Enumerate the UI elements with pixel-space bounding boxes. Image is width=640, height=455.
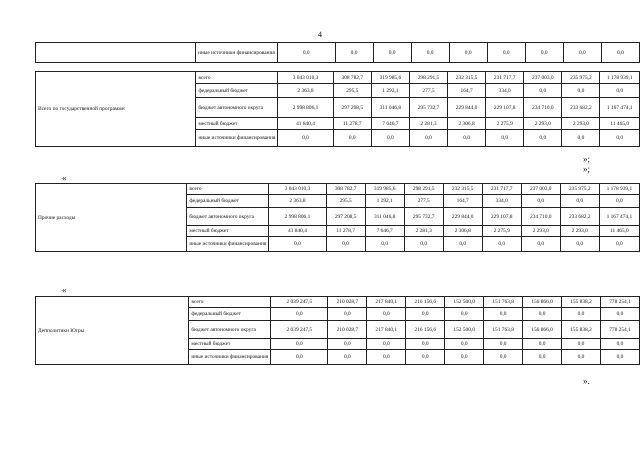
value-cell: 0,0 — [271, 339, 328, 350]
value-cell: 319 985,6 — [365, 184, 404, 195]
value-cell: 295,5 — [326, 195, 365, 208]
row-label: местный бюджет — [187, 226, 269, 237]
value-cell: 11 465,0 — [599, 226, 639, 237]
value-cell: 0,0 — [448, 130, 486, 147]
row-label: всего — [196, 72, 278, 84]
row-label: иные источники финансирования — [189, 350, 271, 365]
value-cell: 234 710,0 — [524, 98, 562, 118]
value-cell: 0,0 — [482, 237, 521, 252]
section-name: Прочие расходы — [36, 184, 187, 252]
close-quote: ». — [583, 376, 590, 386]
row-label: иные источники финансирования — [196, 130, 278, 147]
row-label: всего — [187, 184, 269, 195]
value-cell: 2 998 806,1 — [278, 98, 333, 118]
value-cell: 1 178 939,1 — [600, 72, 640, 84]
value-cell: 41 840,4 — [278, 118, 333, 130]
value-cell: 0,0 — [600, 308, 639, 321]
value-cell: 2 998 806,1 — [269, 208, 326, 226]
value-cell: 229 107,8 — [482, 208, 521, 226]
value-cell: 0,0 — [445, 350, 484, 365]
section-name — [36, 43, 196, 63]
value-cell: 778 254,1 — [600, 297, 639, 308]
value-cell: 0,0 — [367, 339, 406, 350]
value-cell: 0,0 — [277, 43, 335, 63]
value-cell: 277,5 — [404, 195, 443, 208]
value-cell: 0,0 — [328, 308, 367, 321]
value-cell: 2 306,8 — [443, 226, 482, 237]
value-cell: 1 292,1 — [365, 195, 404, 208]
value-cell: 0,0 — [523, 339, 562, 350]
value-cell: 3 043 010,3 — [269, 184, 326, 195]
value-cell: 0,0 — [484, 339, 523, 350]
value-cell: 0,0 — [404, 237, 443, 252]
row-label: федеральный бюджет — [189, 308, 271, 321]
value-cell: 0,0 — [524, 84, 562, 98]
value-cell: 11 278,7 — [326, 226, 365, 237]
table-row — [36, 184, 640, 195]
value-cell: 235 975,2 — [562, 72, 600, 84]
value-cell: 0,0 — [562, 350, 601, 365]
value-cell: 2 039 247,5 — [271, 297, 328, 308]
row-label: федеральный бюджет — [196, 84, 278, 98]
value-cell: 2 293,0 — [524, 118, 562, 130]
value-cell: 234 710,0 — [521, 208, 560, 226]
value-cell: 152 500,0 — [445, 297, 484, 308]
row-label: местный бюджет — [196, 118, 278, 130]
value-cell: 298 291,5 — [404, 184, 443, 195]
value-cell: 0,0 — [599, 195, 639, 208]
value-cell: 0,0 — [523, 350, 562, 365]
budget-table — [35, 183, 640, 252]
value-cell: 0,0 — [560, 195, 599, 208]
value-cell: 308 782,7 — [326, 184, 365, 195]
value-cell: 1 292,1 — [371, 84, 409, 98]
value-cell: 2 293,0 — [562, 118, 600, 130]
value-cell: 11 465,0 — [600, 118, 640, 130]
value-cell: 156 866,0 — [523, 321, 562, 339]
value-cell: 297 208,5 — [333, 98, 371, 118]
value-cell: 0,0 — [562, 130, 600, 147]
row-label: местный бюджет — [189, 339, 271, 350]
row-label: бюджет автономного округа — [189, 321, 271, 339]
value-cell: 0,0 — [271, 350, 328, 365]
value-cell: 2 293,0 — [560, 226, 599, 237]
value-cell: 2 281,3 — [404, 226, 443, 237]
value-cell: 2 363,8 — [278, 84, 333, 98]
value-cell: 231 717,7 — [482, 184, 521, 195]
value-cell: 2 306,8 — [448, 118, 486, 130]
value-cell: 231 717,7 — [486, 72, 524, 84]
value-cell: 319 985,6 — [371, 72, 409, 84]
value-cell: 151 763,8 — [484, 321, 523, 339]
section-name: Всего по государственной программе: — [36, 72, 196, 147]
value-cell: 0,0 — [335, 43, 373, 63]
budget-table — [35, 71, 640, 147]
value-cell: 233 682,2 — [562, 98, 600, 118]
table-row — [36, 72, 640, 84]
value-cell: 778 254,1 — [600, 321, 639, 339]
value-cell: 0,0 — [443, 237, 482, 252]
value-cell: 0,0 — [445, 339, 484, 350]
value-cell: 1 178 939,1 — [599, 184, 639, 195]
value-cell: 334,0 — [482, 195, 521, 208]
value-cell: 0,0 — [599, 237, 639, 252]
value-cell: 155 838,2 — [562, 297, 601, 308]
value-cell: 298 291,5 — [409, 72, 447, 84]
value-cell: 0,0 — [269, 237, 326, 252]
value-cell: 311 046,8 — [365, 208, 404, 226]
value-cell: 0,0 — [521, 237, 560, 252]
value-cell: 0,0 — [278, 130, 333, 147]
table-row — [36, 43, 640, 63]
value-cell: 2 293,0 — [521, 226, 560, 237]
row-label: бюджет автономного округа — [187, 208, 269, 226]
value-cell: 0,0 — [365, 237, 404, 252]
value-cell: 237 003,0 — [524, 72, 562, 84]
value-cell: 0,0 — [367, 308, 406, 321]
value-cell: 0,0 — [562, 308, 601, 321]
value-cell: 210 028,7 — [328, 321, 367, 339]
value-cell: 334,0 — [486, 84, 524, 98]
page-number: 4 — [318, 30, 322, 39]
value-cell: 0,0 — [406, 308, 445, 321]
value-cell: 11 278,7 — [333, 118, 371, 130]
value-cell: 2 281,3 — [409, 118, 447, 130]
value-cell: 217 840,1 — [367, 321, 406, 339]
value-cell: 308 782,7 — [333, 72, 371, 84]
row-label: федеральный бюджет — [187, 195, 269, 208]
budget-table — [35, 296, 640, 365]
value-cell: 0,0 — [484, 350, 523, 365]
value-cell: 151 763,8 — [484, 297, 523, 308]
value-cell: 229 844,0 — [443, 208, 482, 226]
value-cell: 229 107,8 — [486, 98, 524, 118]
value-cell: 156 866,0 — [523, 297, 562, 308]
value-cell: 0,0 — [328, 339, 367, 350]
budget-table — [35, 42, 640, 63]
value-cell: 7 646,7 — [365, 226, 404, 237]
row-label: иные источники финансирования — [187, 237, 269, 252]
value-cell: 1 167 474,1 — [600, 98, 640, 118]
value-cell: 0,0 — [562, 84, 600, 98]
value-cell: 216 156,6 — [406, 297, 445, 308]
value-cell: 0,0 — [524, 130, 562, 147]
value-cell: 0,0 — [523, 308, 562, 321]
value-cell: 0,0 — [560, 237, 599, 252]
value-cell: 0,0 — [326, 237, 365, 252]
value-cell: 217 840,1 — [367, 297, 406, 308]
value-cell: 152 500,0 — [445, 321, 484, 339]
table-row — [36, 297, 640, 308]
value-cell: 2 039 247,5 — [271, 321, 328, 339]
value-cell: 297 208,5 — [326, 208, 365, 226]
value-cell: 0,0 — [600, 130, 640, 147]
row-label: всего — [189, 297, 271, 308]
section-name: Депполитики Югры — [36, 297, 189, 365]
value-cell: 233 682,2 — [560, 208, 599, 226]
value-cell: 164,7 — [443, 195, 482, 208]
value-cell: 0,0 — [371, 130, 409, 147]
value-cell: 0,0 — [521, 195, 560, 208]
value-cell: 295 732,7 — [409, 98, 447, 118]
value-cell: 0,0 — [373, 43, 411, 63]
value-cell: 0,0 — [600, 84, 640, 98]
value-cell: 0,0 — [449, 43, 487, 63]
value-cell: 0,0 — [562, 339, 601, 350]
value-cell: 3 043 010,3 — [278, 72, 333, 84]
value-cell: 0,0 — [486, 130, 524, 147]
value-cell: 0,0 — [409, 130, 447, 147]
value-cell: 0,0 — [563, 43, 601, 63]
value-cell: 0,0 — [271, 308, 328, 321]
value-cell: 1 167 474,1 — [599, 208, 639, 226]
value-cell: 0,0 — [406, 339, 445, 350]
value-cell: 311 046,8 — [371, 98, 409, 118]
value-cell: 232 315,5 — [448, 72, 486, 84]
open-quote: « — [62, 173, 67, 183]
value-cell: 237 003,0 — [521, 184, 560, 195]
value-cell: 0,0 — [411, 43, 449, 63]
open-quote: « — [62, 285, 67, 295]
value-cell: 0,0 — [601, 43, 639, 63]
close-quote: »; — [583, 154, 591, 164]
value-cell: 0,0 — [600, 350, 639, 365]
value-cell: 295,5 — [333, 84, 371, 98]
row-label: бюджет автономного округа — [196, 98, 278, 118]
value-cell: 164,7 — [448, 84, 486, 98]
value-cell: 0,0 — [600, 339, 639, 350]
value-cell: 235 975,2 — [560, 184, 599, 195]
value-cell: 0,0 — [367, 350, 406, 365]
value-cell: 216 156,6 — [406, 321, 445, 339]
value-cell: 295 732,7 — [404, 208, 443, 226]
value-cell: 7 646,7 — [371, 118, 409, 130]
value-cell: 0,0 — [525, 43, 563, 63]
value-cell: 0,0 — [487, 43, 525, 63]
value-cell: 0,0 — [406, 350, 445, 365]
value-cell: 0,0 — [333, 130, 371, 147]
value-cell: 2 275,9 — [486, 118, 524, 130]
value-cell: 2 275,9 — [482, 226, 521, 237]
value-cell: 277,5 — [409, 84, 447, 98]
value-cell: 2 363,8 — [269, 195, 326, 208]
value-cell: 0,0 — [328, 350, 367, 365]
value-cell: 155 838,2 — [562, 321, 601, 339]
value-cell: 0,0 — [484, 308, 523, 321]
close-quote: »; — [583, 164, 591, 174]
value-cell: 210 028,7 — [328, 297, 367, 308]
value-cell: 229 844,0 — [448, 98, 486, 118]
value-cell: 41 840,4 — [269, 226, 326, 237]
row-label: иные источники финансирования — [195, 43, 277, 63]
value-cell: 232 315,5 — [443, 184, 482, 195]
value-cell: 0,0 — [445, 308, 484, 321]
